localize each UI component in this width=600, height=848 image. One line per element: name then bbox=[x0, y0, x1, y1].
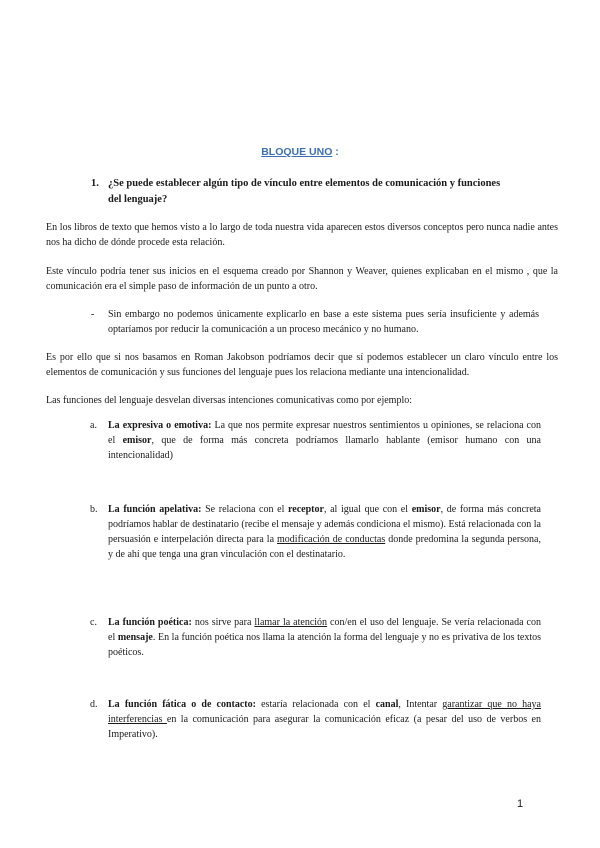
section-title: BLOQUE UNO bbox=[261, 146, 333, 158]
item-text: Se relaciona con el bbox=[201, 504, 289, 515]
item-text: , Intentar bbox=[398, 699, 443, 710]
item-body bbox=[108, 615, 541, 660]
section-title-suffix: : bbox=[332, 146, 339, 158]
item-text: , que de forma más concreta podríamos llamarlo hablante (emisor humano con una intencionalidad) bbox=[108, 435, 541, 461]
item-underline: modificación de conductas bbox=[277, 534, 386, 545]
item-marker: a. bbox=[90, 420, 97, 431]
dash-marker: - bbox=[91, 309, 95, 320]
item-body bbox=[108, 418, 541, 463]
item-body bbox=[108, 502, 541, 562]
paragraph-1: En los libros de texto que hemos visto a lo largo de toda nuestra vida aparecen estos diversos conceptos pero nunca nadie antes nos ha dicho de dónde procede esta relación. bbox=[46, 222, 558, 248]
paragraph-2: Este vínculo podría tener sus inicios en el esquema creado por Shannon y Weaver, quienes explicaban en el mismo , que la comunicación era el simple paso de información de un punto a otro. bbox=[46, 266, 558, 292]
item-text: nos sirve para bbox=[191, 617, 255, 628]
item-text: en la comunicación para asegurar la comunicación eficaz (a pesar del uso de verbos en Imperativo). bbox=[108, 714, 541, 740]
item-text: estaría relacionada con el bbox=[255, 699, 376, 710]
item-bold: receptor bbox=[288, 504, 324, 515]
item-bold: mensaje bbox=[117, 632, 153, 643]
item-bold: emisor bbox=[411, 504, 441, 515]
item-title: La función poética: bbox=[108, 617, 192, 628]
item-text: donde predomina la segunda persona, y de ahí que tenga una gran vinculación con el destinatario. bbox=[108, 534, 541, 560]
section-heading bbox=[0, 146, 600, 158]
question-number: 1. bbox=[91, 178, 99, 189]
dash-item-text: Sin embargo no podemos únicamente explicarlo en base a este sistema pues sería insuficiente y además optaríamos por reducir la comunicación a un proceso mecánico y no humano. bbox=[108, 309, 539, 335]
item-underline: llamar la atención bbox=[254, 617, 328, 628]
item-marker: c. bbox=[90, 617, 97, 628]
paragraph-4: Las funciones del lenguaje desvelan diversas intenciones comunicativas como por ejemplo: bbox=[46, 395, 412, 406]
question-text: ¿Se puede establecer algún tipo de vínculo entre elementos de comunicación y funciones del lenguaje? bbox=[108, 178, 501, 205]
paragraph-3: Es por ello que si nos basamos en Roman Jakobson podríamos decir que sí podemos establecer un claro vínculo entre los elementos de comunicación y sus funciones del lenguaje pues los relaciona mediante una intencionalidad. bbox=[46, 352, 558, 378]
item-title: La expresiva o emotiva: bbox=[108, 420, 212, 431]
item-body bbox=[108, 697, 541, 742]
item-underline: garantizar que no haya interferencias bbox=[108, 699, 541, 725]
item-text: con/en el uso del lenguaje. Se vería relacionada con el bbox=[108, 617, 541, 643]
item-text: . En la función poética nos llama la atención la forma del lenguaje y no es privativa de los textos poéticos. bbox=[108, 632, 541, 658]
page-number: 1 bbox=[517, 798, 524, 810]
item-marker: b. bbox=[90, 504, 98, 515]
item-title: La función apelativa: bbox=[108, 504, 202, 515]
item-bold: canal bbox=[375, 699, 399, 710]
item-title: La función fática o de contacto: bbox=[108, 699, 256, 710]
item-text: , al igual que con el bbox=[323, 504, 412, 515]
item-marker: d. bbox=[90, 699, 98, 710]
item-text: , de forma más concreta podríamos hablar de destinatario (recibe el mensaje y además condiciona el mismo). Está relacionada con la persuasión e interpelación directa para la bbox=[108, 504, 541, 545]
item-bold: emisor bbox=[122, 435, 152, 446]
item-text: La que nos permite expresar nuestros sentimientos u opiniones, se relaciona con el bbox=[108, 420, 541, 446]
